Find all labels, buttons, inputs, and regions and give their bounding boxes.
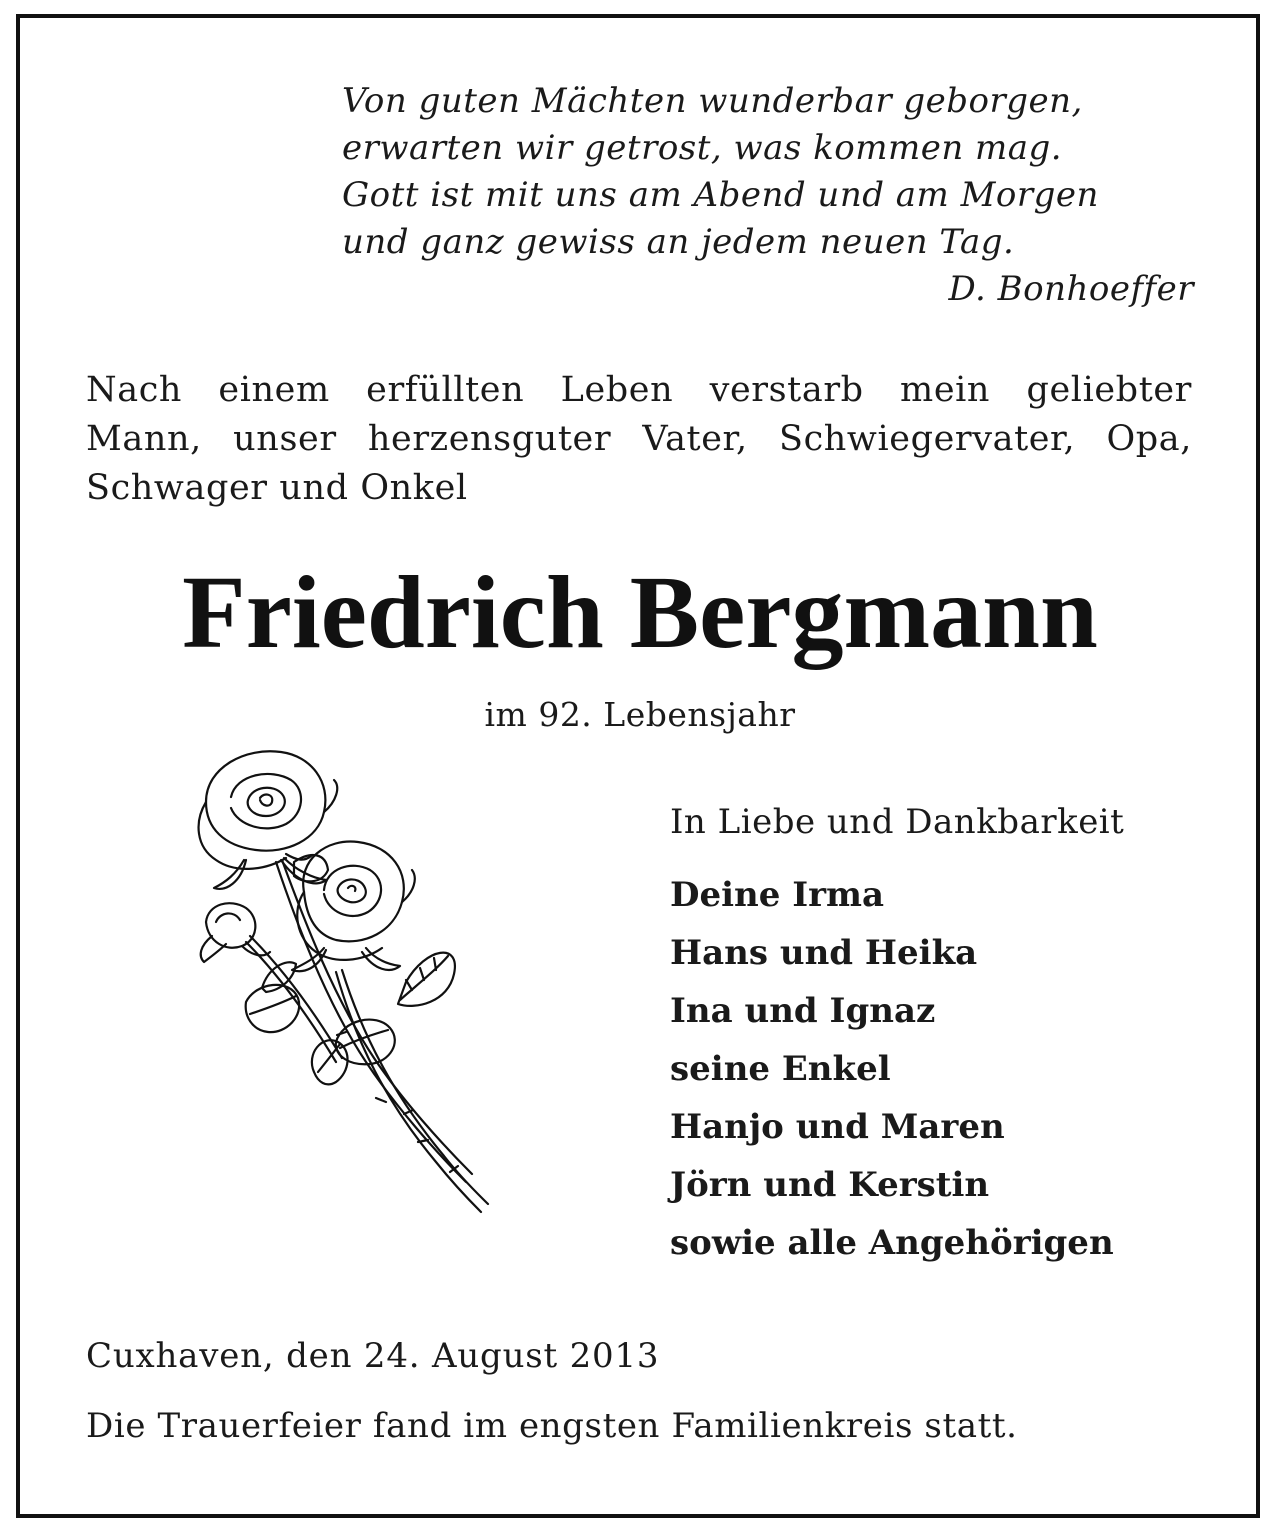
mourner-name: Deine Irma (670, 875, 885, 915)
mourner-name: Jörn und Kerstin (670, 1165, 990, 1205)
mourner-name: Hans und Heika (670, 933, 978, 973)
mourner-name: Hanjo und Maren (670, 1107, 1005, 1147)
poem-line: und ganz gewiss an jedem neuen Tag. (342, 222, 1015, 262)
poem-line: Von guten Mächten wunderbar geborgen, (342, 81, 1083, 121)
poem-line: erwarten wir getrost, was kommen mag. (342, 128, 1063, 168)
announcement-line: Schwager und Onkel (86, 468, 468, 508)
signoff-text: In Liebe und Dankbarkeit (670, 802, 1125, 842)
mourner-name: seine Enkel (670, 1049, 891, 1089)
funeral-note: Die Trauerfeier fand im engsten Familienkreis statt. (86, 1406, 1018, 1446)
deceased-age: im 92. Lebensjahr (484, 695, 796, 734)
poem-author: D. Bonhoeffer (948, 269, 1194, 309)
mourner-name: Ina und Ignaz (670, 991, 936, 1031)
bonhoeffer-poem (342, 78, 1194, 313)
announcement-text (86, 366, 1192, 513)
announcement-line: Mann, unser herzensguter Vater, Schwiegervater, Opa, (86, 419, 1192, 459)
announcement-line: Nach einem erfüllten Leben verstarb mein geliebter (86, 370, 1192, 410)
place-date: Cuxhaven, den 24. August 2013 (86, 1336, 660, 1376)
mourners-list (670, 866, 1230, 1272)
deceased-name: Friedrich Bergmann (182, 555, 1098, 670)
poem-line: Gott ist mit uns am Abend und am Morgen (342, 175, 1099, 215)
roses-illustration-icon (186, 742, 506, 1222)
mourner-name: sowie alle Angehörigen (670, 1223, 1114, 1263)
